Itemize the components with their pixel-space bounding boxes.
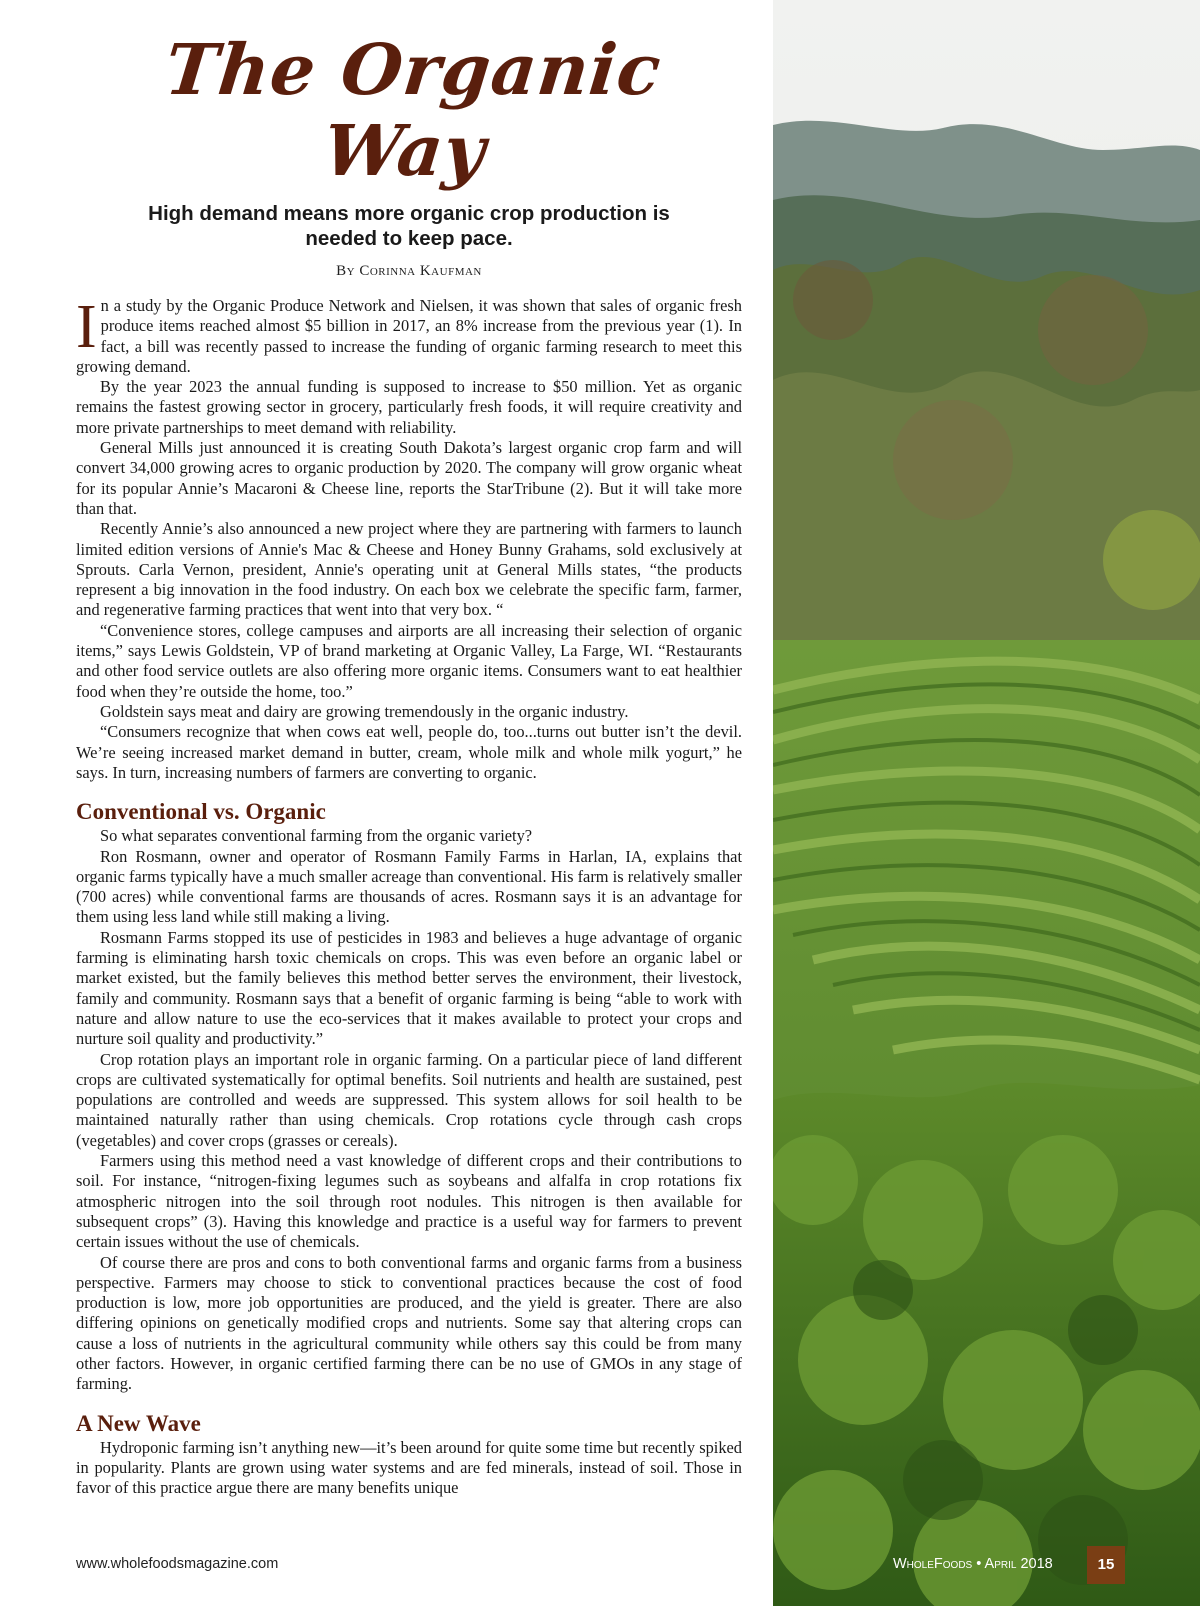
section1-paragraph-3: Rosmann Farms stopped its use of pesticides in 1983 and believes a huge advantage of organic farming is eliminating harsh toxic chemicals on crops. This was even before an organic label or market existed, but the family believes this method better serves the environment, their livestock, family and community. Rosmann says that a benefit of organic farming is being “able to work with nature and allow nature to use the eco-services that it makes available to protect your crops and nurture soil quality and productivity.” <box>76 927 742 1049</box>
intro-paragraph-7: “Consumers recognize that when cows eat well, people do, too...turns out butter isn’t the devil. We’re seeing increased market demand in butter, cream, whole milk and whole milk yogurt,” he says. In turn, increasing numbers of farmers are converting to organic. <box>76 722 742 782</box>
section1-paragraph-1: So what separates conventional farming from the organic variety? <box>100 826 533 846</box>
article <box>76 30 742 1499</box>
article-body <box>76 293 742 1499</box>
intro-paragraph-2: By the year 2023 the annual funding is supposed to increase to $50 million. Yet as organic remains the fastest growing sector in grocery, particularly fresh foods, it will require creativity and more private partnerships to meet demand with reliability. <box>76 377 742 437</box>
section1-paragraph-4: Crop rotation plays an important role in organic farming. On a particular piece of land different crops are cultivated systematically for optimal benefits. Soil nutrients and health are sustained, pest populations are controlled and weeds are suppressed. This system allows for soil health to be maintained naturally rather than using chemicals. Crop rotations cycle through cash crops (vegetables) and cover crops (grasses or cereals). <box>76 1049 742 1150</box>
intro-paragraph-5: “Convenience stores, college campuses and airports are all increasing their selection of organic items,” says Lewis Goldstein, VP of brand marketing at Organic Valley, La Farge, WI. “Restaurants and other food service outlets are also offering more organic items. Consumers want to eat healthier food when they’re outside the home, too.” <box>76 620 742 701</box>
page-number-badge: 15 <box>1087 1546 1125 1584</box>
section1-paragraph-6: Of course there are pros and cons to both conventional farms and organic farms from a business perspective. Farmers may choose to stick to conventional practices because the cost of food production is low, more job opportunities are produced, and the yield is greater. There are also differing opinions on genetically modified crops and nutrients. Some say that altering crops can cause a loss of nutrients in the agricultural community while others say this could be from many other factors. However, in organic certified farming there can be no use of GMOs in any stage of farming. <box>76 1252 742 1394</box>
section-heading-conventional-vs-organic: Conventional vs. Organic <box>76 799 326 825</box>
section2-paragraph-1: Hydroponic farming isn’t anything new—it’s been around for quite some time but recently spiked in popularity. Plants are grown using water systems and are fed minerals, instead of soil. Those in favor of this practice argue there are many benefits unique <box>76 1437 742 1498</box>
footer-magazine-issue: WholeFoods • April 2018 <box>893 1556 1053 1572</box>
section1-paragraph-2: Ron Rosmann, owner and operator of Rosmann Family Farms in Harlan, IA, explains that organic farms typically have a much smaller acreage than conventional. His farm is relatively smaller (700 acres) while conventional farms are thousands of acres. Rosmann says it is an advantage for them using less land while still making a living. <box>76 846 742 927</box>
byline: By Corinna Kaufman <box>336 263 482 279</box>
intro-paragraph-1: In a study by the Organic Produce Network and Nielsen, it was shown that sales of organic fresh produce items reached almost $5 billion in 2017, an 8% increase from the previous year (1). In fact, a bill was recently passed to increase the funding of organic farming research to meet this growing demand. <box>76 293 742 376</box>
tea-plantation-illustration <box>773 0 1200 1606</box>
intro-paragraph-6: Goldstein says meat and dairy are growing tremendously in the organic industry. <box>100 701 629 721</box>
intro-paragraph-3: General Mills just announced it is creating South Dakota’s largest organic crop farm and will convert 34,000 growing acres to organic production by 2020. The company will grow organic wheat for its popular Annie’s Macaroni & Cheese line, reports the StarTribune (2). But it will take more than that. <box>76 438 742 518</box>
section-heading-a-new-wave: A New Wave <box>76 1410 201 1436</box>
footer-website-link[interactable]: www.wholefoodsmagazine.com <box>76 1556 279 1572</box>
intro-paragraph-4: Recently Annie’s also announced a new project where they are partnering with farmers to launch limited edition versions of Annie's Mac & Cheese and Honey Bunny Grahams, sold exclusively at Sprouts. Carla Vernon, president, Annie's operating unit at General Mills states, “the products represent a big innovation in the food industry. On each box we celebrate the specific farm, farmer, and regenerative farming practices that went into that very box. “ <box>76 519 742 620</box>
tea-plantation-photo <box>773 0 1200 1606</box>
drop-cap: I <box>76 293 97 361</box>
section1-paragraph-5: Farmers using this method need a vast knowledge of different crops and their contributions to soil. For instance, “nitrogen-fixing legumes such as soybeans and alfalfa in crop rotations fix atmospheric nitrogen into the soil through root nodules. This nitrogen is then available for subsequent crops” (3). Having this knowledge and practice is a useful way for farmers to prevent certain issues without the use of chemicals. <box>76 1151 742 1252</box>
article-title: The Organic Way <box>161 28 666 192</box>
article-subtitle: High demand means more organic crop production is needed to keep pace. <box>148 202 670 250</box>
